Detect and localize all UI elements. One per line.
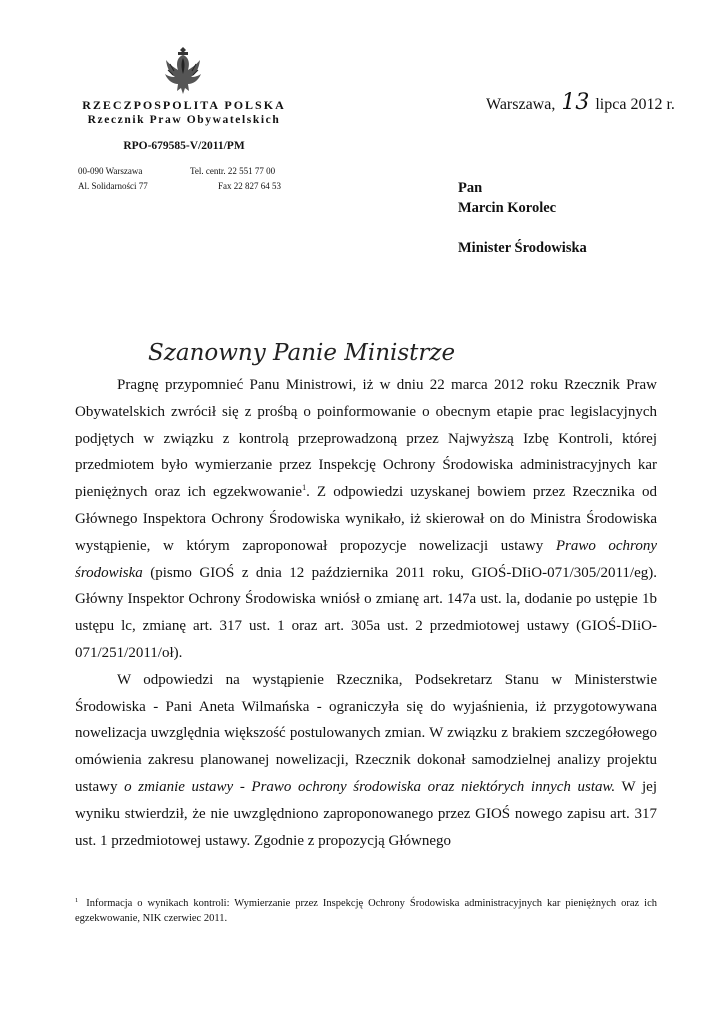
- phone-number: Tel. centr. 22 551 77 00: [190, 166, 276, 176]
- reference-number: RPO-679585-V/2011/PM: [123, 140, 245, 152]
- recipient-salutation: Pan: [458, 180, 483, 196]
- letter-body: [75, 372, 657, 854]
- address-postal: 00-090 Warszawa: [78, 166, 143, 176]
- paragraph-2-text-a: W odpowiedzi na wystąpienie Rzecznika, Podsekretarz Stanu w Ministerstwie Środowiska - Pani Aneta Wilmańska - ograniczyła się do wyjaśnienia, iż przygotowywana nowelizacja uwzględnia większość postulowanych zmian. W związku z brakiem szczegółowego omówienia zakresu planowanej nowelizacji, Rzecznik dokonał samodzielnej analizy projektu ustawy: [75, 671, 657, 795]
- greeting-text: Szanowny Panie Ministrze: [148, 340, 456, 366]
- institution-name: RZECZPOSPOLITA POLSKA: [82, 98, 286, 112]
- paragraph-2: [75, 667, 657, 855]
- polish-eagle-emblem-icon: [161, 44, 205, 98]
- date-line: [486, 90, 675, 115]
- recipient-title: Minister Środowiska: [458, 240, 587, 256]
- recipient-name: Marcin Korolec: [458, 200, 557, 216]
- date-city: Warszawa,: [486, 96, 556, 113]
- office-name: Rzecznik Praw Obywatelskich: [87, 114, 281, 126]
- date-day-handwritten: 13: [561, 90, 590, 115]
- date-month-year: lipca 2012 r.: [595, 96, 675, 113]
- paragraph-1: [75, 372, 657, 667]
- fax-number: Fax 22 827 64 53: [218, 181, 281, 191]
- footnote-number: 1: [75, 896, 79, 904]
- paragraph-1-text-d: (pismo GIOŚ z dnia 12 października 2011 roku, GIOŚ-DIiO-071/305/2011/eg). Główny Inspektor Ochrony Środowiska wniósł o zmianę art. 147a ust. la, dodanie po ustępie 1b ustępu lc, zmianę art. 317 ust. 1 oraz art. 305a ust. 2 przedmiotowej ustawy (GIOŚ-DIiO-071/251/2011/oł).: [75, 564, 657, 661]
- act-title-italic: Prawo ochrony środowiska: [75, 537, 657, 581]
- footnote: [75, 896, 657, 926]
- footnote-text: Informacja o wynikach kontroli: Wymierzanie przez Inspekcję Ochrony Środowiska administracyjnych kar pieniężnych oraz ich egzekwowanie, NIK czerwiec 2011.: [75, 898, 657, 924]
- draft-title-italic: o zmianie ustawy - Prawo ochrony środowiska oraz niektórych innych ustaw.: [124, 778, 616, 795]
- paragraph-1-text-a: Pragnę przypomnieć Panu Ministrowi, iż w dniu 22 marca 2012 roku Rzecznik Praw Obywatelskich zwrócił się z prośbą o poinformowanie o obecnym etapie prac legislacyjnych podjętych w związku z kontrolą przeprowadzoną przez Najwyższą Izbę Kontroli, której przedmiotem było wymierzanie przez Inspekcję Ochrony Środowiska administracyjnych kar pieniężnych oraz ich egzekwowanie: [75, 377, 657, 501]
- handwritten-greeting: [148, 336, 488, 375]
- address-street: Al. Solidarności 77: [78, 181, 148, 191]
- paragraph-2-text-c: W jej wyniku stwierdził, że nie uwzględniono zaproponowanego przez GIOŚ nowego zapisu art. 317 ust. 1 przedmiotowej ustawy. Zgodnie z propozycją Głównego: [75, 778, 658, 849]
- paragraph-1-text-b: . Z odpowiedzi uzyskanej bowiem przez Rzecznika od Głównego Inspektora Ochrony Środowiska wynikało, iż skierował on do Ministra Środowiska wystąpienie, w którym zaproponował propozycje nowelizacji ustawy: [75, 484, 657, 554]
- footnote-ref: 1: [302, 483, 307, 493]
